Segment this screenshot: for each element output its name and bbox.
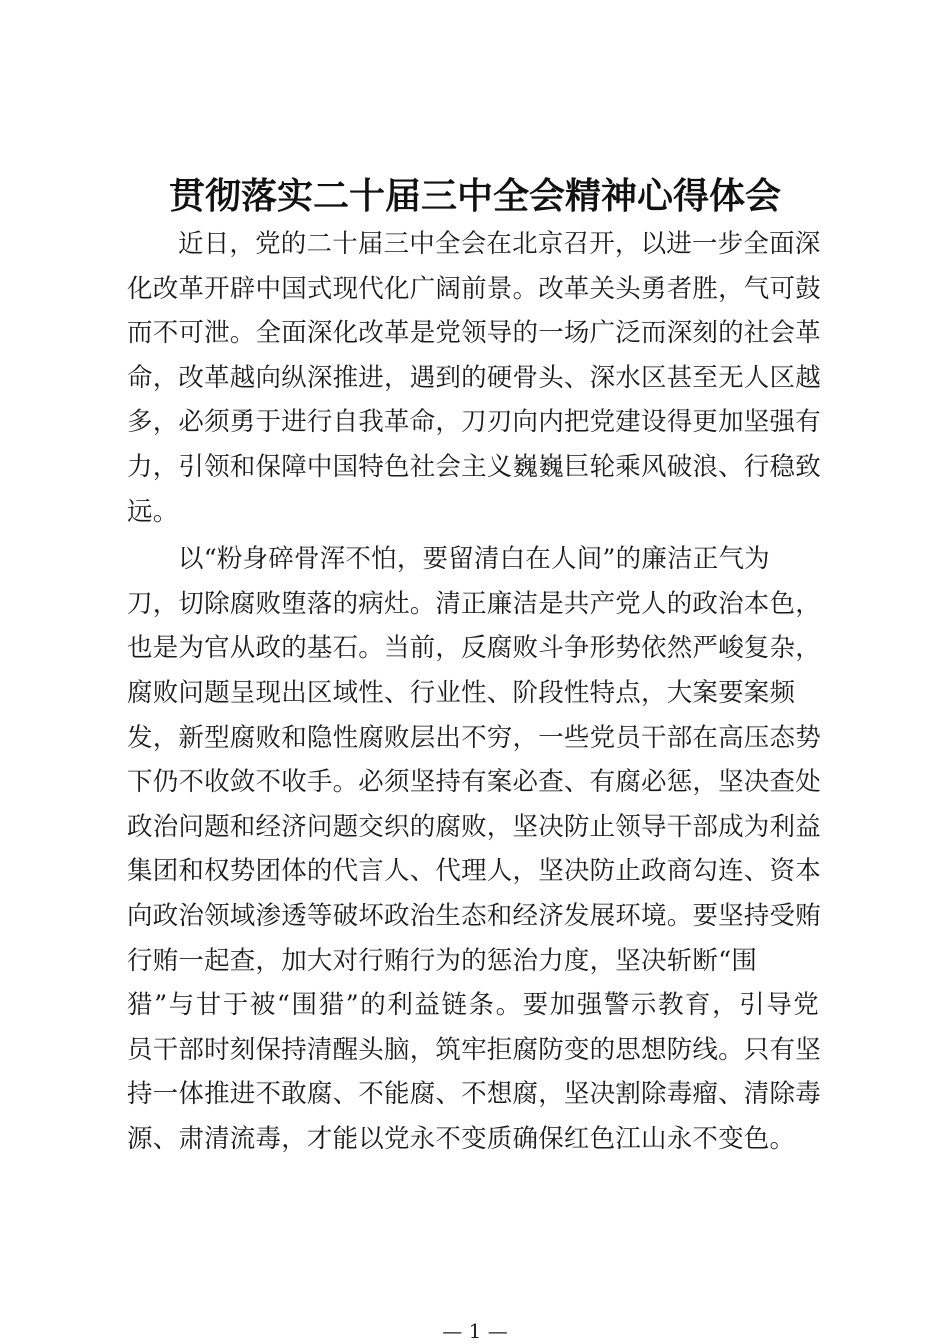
text-line: 员干部时刻保持清醒头脑，筑牢拒腐防变的思想防线。只有坚 — [127, 1034, 821, 1065]
text-line: 猎”与甘于被“围猎”的利益链条。要加强警示教育，引导党 — [127, 990, 819, 1021]
text-line: 以“粉身碎骨浑不怕，要留清白在人间”的廉洁正气为 — [178, 544, 770, 575]
page-number: — 1 — — [442, 1319, 508, 1343]
text-line: 近日，党的二十届三中全会在北京召开，以进一步全面深 — [178, 229, 821, 259]
text-line: 源、肃清流毒，才能以党永不变质确保红色江山永不变色。 — [127, 1123, 796, 1154]
text-line: 向政治领域渗透等破坏政治生态和经济发展环境。要坚持受贿 — [127, 900, 821, 931]
text-line: 也是为官从政的基石。当前，反腐败斗争形势依然严峻复杂， — [127, 633, 821, 664]
text-line: 而不可泄。全面深化改革是党领导的一场广泛而深刻的社会革 — [127, 318, 821, 349]
text-line: 政治问题和经济问题交织的腐败，坚决防止领导干部成为利益 — [127, 811, 821, 842]
document-title: 贯彻落实二十届三中全会精神心得体会 — [168, 175, 781, 217]
text-line: 命，改革越向纵深推进，遇到的硬骨头、深水区甚至无人区越 — [127, 362, 821, 393]
text-line: 持一体推进不敢腐、不能腐、不想腐，坚决割除毒瘤、清除毒 — [127, 1079, 821, 1110]
text-line: 力，引领和保障中国特色社会主义巍巍巨轮乘风破浪、行稳致 — [127, 451, 821, 482]
text-line: 化改革开辟中国式现代化广阔前景。改革关头勇者胜，气可鼓 — [127, 273, 821, 304]
text-line: 集团和权势团体的代言人、代理人，坚决防止政商勾连、资本 — [127, 856, 821, 887]
text-line: 多，必须勇于进行自我革命，刀刃向内把党建设得更加坚强有 — [127, 407, 821, 438]
paragraph-2 — [127, 537, 819, 1161]
text-line: 腐败问题呈现出区域性、行业性、阶段性特点，大案要案频 — [127, 677, 796, 708]
text-line: 远。 — [127, 496, 179, 527]
text-line: 下仍不收敛不收手。必须坚持有案必查、有腐必惩，坚决查处 — [127, 767, 821, 798]
text-line: 发，新型腐败和隐性腐败层出不穷，一些党员干部在高压态势 — [127, 722, 821, 753]
document-body — [127, 222, 819, 1161]
paragraph-1 — [127, 222, 819, 534]
text-line: 刀，切除腐败堕落的病灶。清正廉洁是共产党人的政治本色， — [127, 588, 821, 619]
text-line: 行贿一起查，加大对行贿行为的惩治力度，坚决斩断“围 — [127, 945, 758, 976]
